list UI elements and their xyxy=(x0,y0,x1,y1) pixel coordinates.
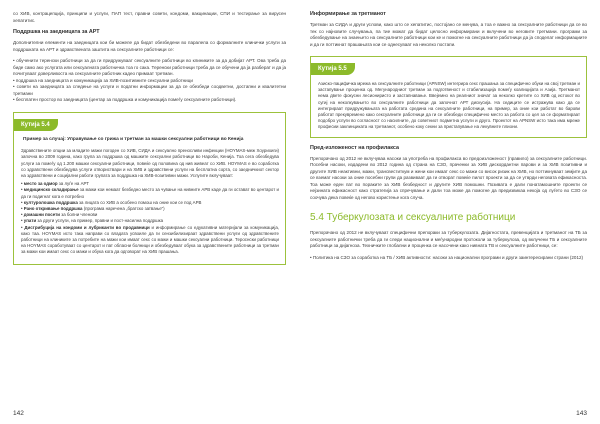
heading-treatment-info: Информирање за третманот xyxy=(310,11,386,17)
box-services-list xyxy=(21,181,279,255)
box-label: Кутија 5.5 xyxy=(311,63,355,75)
item-bold: • Дистрибуција на кондоми и лубриканти во продавници xyxy=(21,224,150,230)
list-item xyxy=(21,225,279,256)
heading-prep: Пред-изложеност на профилакса xyxy=(310,144,399,151)
item-text: (програма наречена „братско затвање“) xyxy=(82,205,165,211)
item-text: за луѓе на АРТ xyxy=(57,181,89,187)
list-item xyxy=(21,187,279,199)
box-paragraph: Азиско-пацифичка мрежа на сексуалните работници (APNSW) интегрира секс прашања за специфично обуки на свој третман и застапување проценка од. Мегународниот третман за подготвеност и стабилизација помеѓу коалицијата и Азија. Третманот нема двете фокусни лесиониристо и застапнавање. Ввејемно на реалниот значат за неколко кретите со ХИВ од истокот во сугиј на неколкувањето во сексуалните работници да започнат АРТ дискусија. На седиците се истражува како да се интегрираат придружувањата на работата средина на сексуалните работници, на пример, за оние кои работат во барови работат прекувремено како сексуалните работници да ги се обезбеди специфично место за работа со цел за се форматираат подобро услуги во согласност со насилните, до советниот подметна услуги и друго. Проектот на APNSW исто така има мреже професии заклинциката на третманот, особено коку секни за пристапување на лекувните плиони. xyxy=(318,81,580,130)
heading-art-support: Поддршка на заедницата за АРТ xyxy=(13,29,100,35)
treatment-info-paragraph: Третман за СИДА и други услови, како што се хепатитис, постојано се менува, а тоа е важно за сексуалните работници да се во тек со најновите случувања, па тие можат да бидат целосно информирани и вклучени во неговите третмани. програми за обезбедување на знаењето на сексуалните работници кои ке и помогне на сексуалните работници да ја споделат информациите и да ги поттикнат прашањата кои се однесуваат на неколко постапи. xyxy=(310,22,587,47)
item-bold: • упати xyxy=(21,218,37,224)
item-bold: • место за одмор xyxy=(21,181,58,187)
item-text: за болни членови xyxy=(59,212,98,218)
section-title-tuberculosis: 5.4 Туберкулозата и сексуалните работници xyxy=(310,212,516,224)
item-bold: • домашни посети xyxy=(21,212,60,218)
item-text: за други услуги, на пример, правни и пост-насилна поддршка xyxy=(36,218,164,224)
list-item: • поддршка на заедницата и комуникација за ХИВ-позитивните сексуални работници xyxy=(13,77,193,83)
case-box-5-5 xyxy=(310,56,587,138)
list-item: • бесплатен простор во заедницата (центар за поддршка и комуникација помеѓу сексуалните работници). xyxy=(13,97,237,102)
tb-paragraph: Препорачано од 2012 не вклучуваат специфични препораки за туберкулозата. Дијагностата, превенцијата и третманот на ТБ за сексуалните работнички треба да ги следи национални и меѓународни протоколи за туберкулоза, од вклучени ТБ и сексуалните работници за дијагноза. Техничките глобални и проценка се насочени како нивната ТВ и сексуалните работници, се: xyxy=(310,230,587,249)
item-text: и информирање со едукативни материјали за комуникација, како таа. HOYMAS исто така направи со владата усвоиле да ги сензибилизираат здравствени услуги од здравствените работници на клиниките за потребите на мажи кои имаат секс со мажи и машки сексуални работници. Тероснски работници на HOYMAS соработуваат со центарот и пат обласни болници и обезбедуваат обука за здравствените работници за третман за мажи кои имаат секс со мажи и обука кога да одговорат на ХИВ прашања. xyxy=(21,224,279,255)
item-text: за мажи кои немаат безбедно место за чување на нивните АРВ каде да ги остават во центарот и да ги подигнат кога е потребно xyxy=(21,187,280,199)
art-support-paragraph: Дополнителни елементи на заедницата кои би можеле да бидат обезбедени во паралела со формалните клинички услуги за поддршката на АРТ и здравствената заштита на сексуалните работници се: xyxy=(13,40,286,52)
box-label: Кутија 5.4 xyxy=(14,119,58,131)
item-bold: • медицинско складирање xyxy=(21,187,79,193)
list-item: • совети на заедницата за следење на услуги и податни информации за да се обезбеди соодветни, достапни и квалитетни третмани xyxy=(13,84,286,96)
tb-policy-paragraph: • Политика на СЗО за соработка на ТБ / ХИВ активности: насоки за национални програми и други заинтересирани страни (2012) xyxy=(310,254,584,260)
art-support-list xyxy=(13,58,286,104)
page-number: 142 xyxy=(13,410,24,417)
box-title: Пример за случај: Управување со грижа и третман за машки сексуални работници во Кенија xyxy=(23,136,244,142)
item-bold: • културолошка поддршка xyxy=(21,199,78,205)
item-bold: • Рано откривање поддршка xyxy=(21,205,83,211)
box-paragraph: Здравствените опции за младите мажи погоден со ХИВ, СИДА и сексуално преносливи инфекции (HOYMAS-меж Хоурихиги) започна во 2009 година, како група за поддршка од машките сексуални работници во Нароби, Кенија. Тоа сега обезбедува услуги за помеѓу од 1.200 машки сексуални работници, повеќе од половина од нив живеат со ХИВ. HOYMAS е во соработка со здравствени обезбедува услуги отвориствари и на ХИВ и здравствени услуги на бесплатна сорта, со заедничкиот сектор на здравствени и социјални работи групата за поддршка на ХИВ-позитивни мажи. Услугите вклучуваат: xyxy=(21,148,279,178)
prep-paragraph: Препорачано од 2012 не вклучуваа насоки за употреба на профилакса во предоизложеност (правило) за сексуалните работници. Посебни насоки, издадени во 2012 година од страна на СЗО, праченки за ХИВ дискордантни парови и за ХИВ позитивни и другите ХИВ неактивни, мажи, трансвеститкум и жени кои имаат секс со мажи со висок ризик на ХИВ, но поттикнуваат земјите да се вземат насоки за оние посебни групи да развиваат да ги отворат повеќе пилот проекти за да се утврди неговата ефикасноста. Тоа може еден пат во пораките за ХИВ безбедност и другите ХИВ помошни. Позивата е дали понатамошните проекти се нејзината ефикасност како стратегија за спречување и дали тоа може да помогне да предизвикаа некоја од луѓето во СЗО се соочува дека повеќе од негово користење кога случа. xyxy=(310,155,587,200)
list-item: • обученити теренски работници за да ги придружуваат сексуалните работници во клиниките за да добијат АРТ. Ова треба да биде само ако услугата или сексуалната работничка тоа го сака. Теренски работници треба да се обучени да ја разберат и да ја почитуваат доверливоста на сексуалните работник кадео примаат третман. xyxy=(13,58,286,76)
intro-paragraph: со ХИВ, контрацепција, принципи и услуги, ПАП тест, правни совети, кондоми, вакцинации, СПИ и тестирање за вирусен хепатитис. xyxy=(13,11,286,23)
right-page xyxy=(300,0,600,424)
case-box-5-4 xyxy=(13,112,286,265)
page-number: 143 xyxy=(576,410,587,417)
item-text: за лицата со ХИВ а особено помош на оние кои се под АРВ xyxy=(77,199,202,205)
